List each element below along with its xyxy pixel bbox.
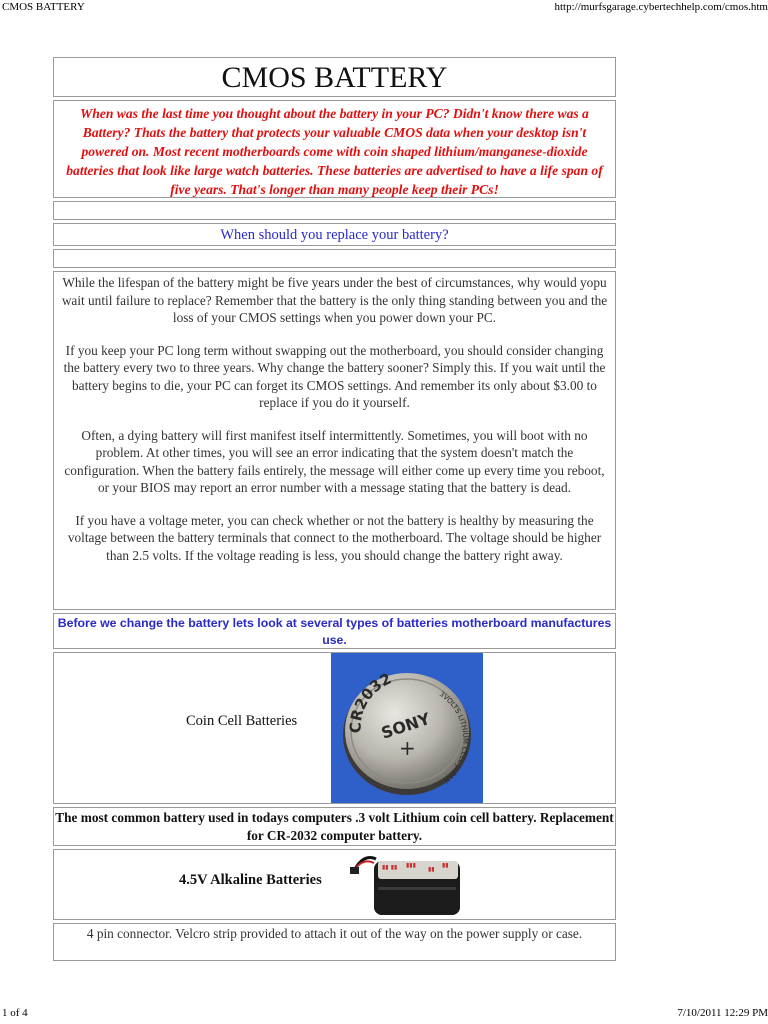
body-paragraph: If you keep your PC long term without swapping out the motherboard, you should consider changing the battery every two to three years. Why change the battery sooner? Simply this. If you wait until the battery begins to die, your PC can forget its CMOS settings. And remember its only about $3.00 to replace if you do it yourself. — [63, 342, 606, 410]
coin-cell-row — [53, 652, 616, 804]
title-row — [53, 57, 616, 97]
print-timestamp: 7/10/2011 12:29 PM — [677, 1007, 768, 1019]
print-header-url: http://murfsgarage.cybertechhelp.com/cmos.htm — [554, 1, 768, 13]
body-paragraph: While the lifespan of the battery might be five years under the best of circumstances, why would yopu wait until failure to replace? Remember that the battery is the only thing standing between you and the loss of your CMOS settings when you power down your PC. — [61, 275, 608, 325]
spacer-row — [53, 201, 616, 220]
body-text — [53, 271, 616, 610]
coin-cell-label: Coin Cell Batteries — [186, 713, 298, 729]
coin-cell-text: 3VOLTS LITHIUM CELL JAPAN — [437, 690, 470, 785]
page-number: 1 of 4 — [2, 1007, 28, 1019]
intro-paragraph: When was the last time you thought about the battery in your PC? Didn't know there was a Battery? Thats the battery that protects your valuable CMOS data when your desktop isn't powered on. Most recent motherboards come with coin shaped lithium/manganese-dioxide batteries that look like large watch batteries. These batteries are advertised to have a life span of five years. That's longer than many people keep their PCs! — [53, 100, 616, 198]
coin-brand-text: SONY — [378, 709, 433, 743]
battery-types-callout: Before we change the battery lets look at several types of batteries motherboard manufactures use. — [53, 613, 616, 649]
body-paragraph: Often, a dying battery will first manifest itself intermittently. Sometimes, you will boot with no problem. At other times, you will see an error indicating that the system doesn't match the configuration. When the battery fails entirely, the message will either come up every time you reboot, or your BIOS may report an error number with a message stating that the battery is dead. — [64, 427, 605, 495]
alkaline-description: 4 pin connector. Velcro strip provided to attach it out of the way on the power supply or case. — [53, 923, 616, 961]
coin-cell-description: The most common battery used in todays computers .3 volt Lithium coin cell battery. Replacement for CR-2032 computer battery. — [53, 807, 616, 846]
alkaline-row — [53, 849, 616, 920]
alkaline-battery-pack-image — [346, 851, 466, 919]
svg-text:▮▮ ▮▮: ▮▮ ▮▮ — [382, 864, 398, 871]
print-footer — [0, 1004, 768, 1024]
spacer-row — [53, 249, 616, 268]
alkaline-label: 4.5V Alkaline Batteries — [179, 872, 322, 888]
coin-cell-battery-image — [331, 653, 483, 803]
content-table — [53, 57, 616, 964]
plus-icon: + — [399, 736, 416, 760]
page-title: CMOS BATTERY — [221, 61, 448, 94]
body-paragraph: If you have a voltage meter, you can check whether or not the battery is healthy by measuring the voltage between the battery terminals that connect to the motherboard. The voltage should be higher than 2.5 volts. If the voltage reading is less, you should change the battery right away. — [67, 512, 602, 563]
print-header — [0, 0, 768, 16]
svg-text:▮▮: ▮▮ — [442, 862, 449, 869]
print-header-title: CMOS BATTERY — [2, 1, 85, 13]
coin-model-text: CR2032 — [346, 669, 395, 734]
svg-text:▮▮▮: ▮▮▮ — [406, 862, 416, 869]
svg-text:▮▮: ▮▮ — [428, 866, 435, 873]
section-heading: When should you replace your battery? — [53, 223, 616, 246]
